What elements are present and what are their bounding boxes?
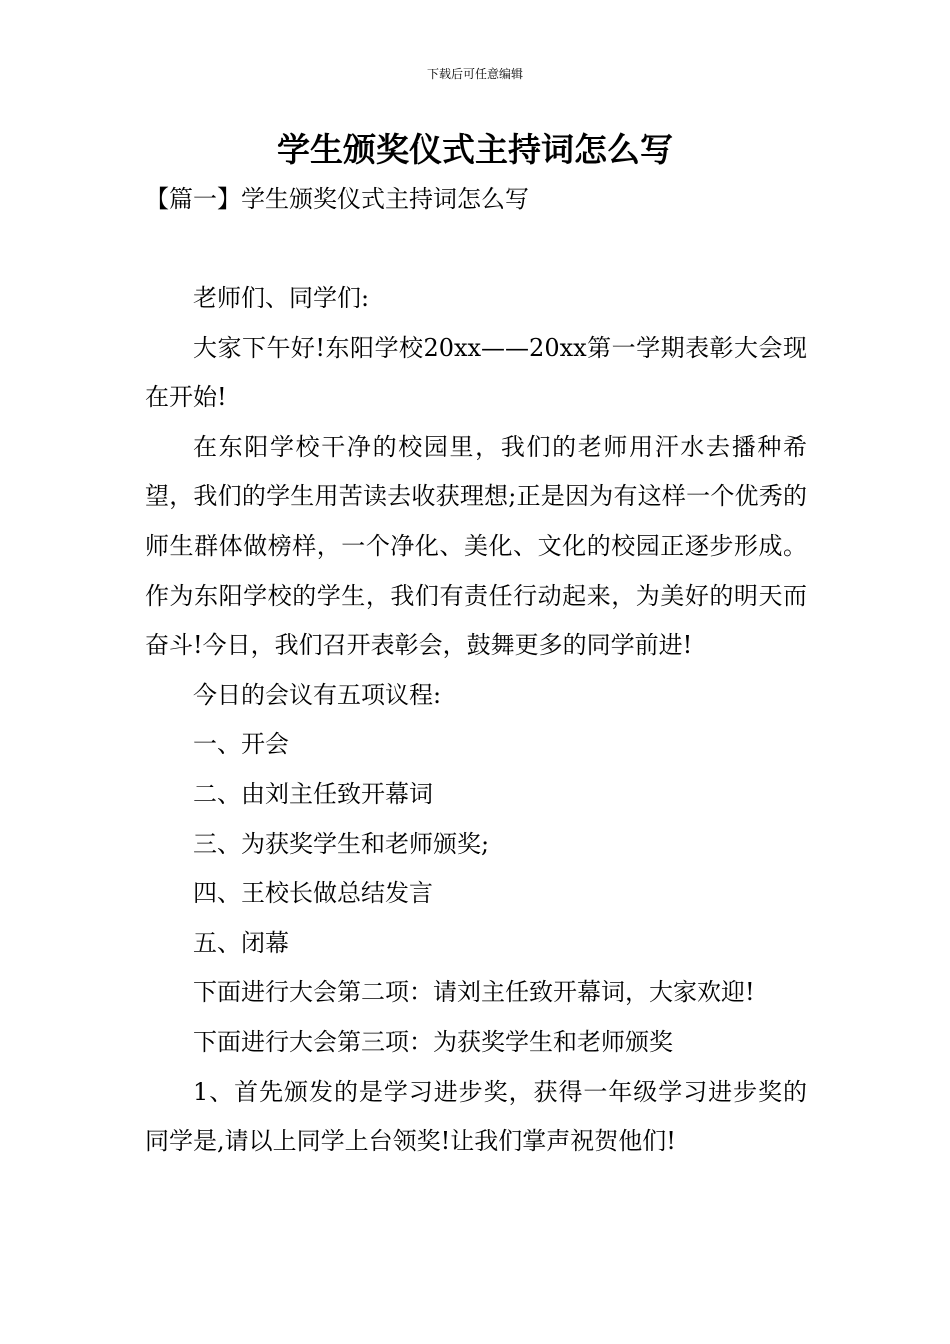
agenda-item-3: 三、为获奖学生和老师颁奖; bbox=[193, 829, 490, 858]
paragraph-item-three: 下面进行大会第三项：为获奖学生和老师颁奖 bbox=[193, 1027, 673, 1056]
section-heading: 【篇一】学生颁奖仪式主持词怎么写 bbox=[145, 185, 529, 213]
paragraph-agenda-heading: 今日的会议有五项议程: bbox=[193, 680, 442, 709]
agenda-item-5: 五、闭幕 bbox=[193, 928, 289, 957]
page-header-note: 下载后可任意编辑 bbox=[426, 67, 523, 81]
agenda-item-2: 二、由刘主任致开幕词 bbox=[193, 779, 433, 808]
paragraph-greeting: 老师们、同学们: bbox=[193, 284, 370, 312]
document-body bbox=[145, 274, 807, 1167]
agenda-item-1: 一、开会 bbox=[193, 730, 289, 759]
agenda-item-4: 四、王校长做总结发言 bbox=[193, 879, 433, 908]
paragraph-award-1: 1、首先颁发的是学习进步奖，获得一年级学习进步奖的同学是,请以上同学上台领奖!让我们掌声祝贺他们! bbox=[145, 1077, 807, 1156]
paragraph-item-two: 下面进行大会第二项：请刘主任致开幕词，大家欢迎! bbox=[193, 978, 755, 1007]
paragraph-intro: 在东阳学校干净的校园里，我们的老师用汗水去播种希望，我们的学生用苦读去收获理想;正是因为有这样一个优秀的师生群体做榜样，一个净化、美化、文化的校园正逐步形成。作为东阳学校的学生，我们有责任行动起来，为美好的明天而奋斗!今日，我们召开表彰会，鼓舞更多的同学前进! bbox=[145, 432, 807, 660]
document-title: 学生颁奖仪式主持词怎么写 bbox=[277, 130, 673, 169]
paragraph-opening: 大家下午好!东阳学校20xx——20xx第一学期表彰大会现在开始! bbox=[145, 333, 807, 412]
